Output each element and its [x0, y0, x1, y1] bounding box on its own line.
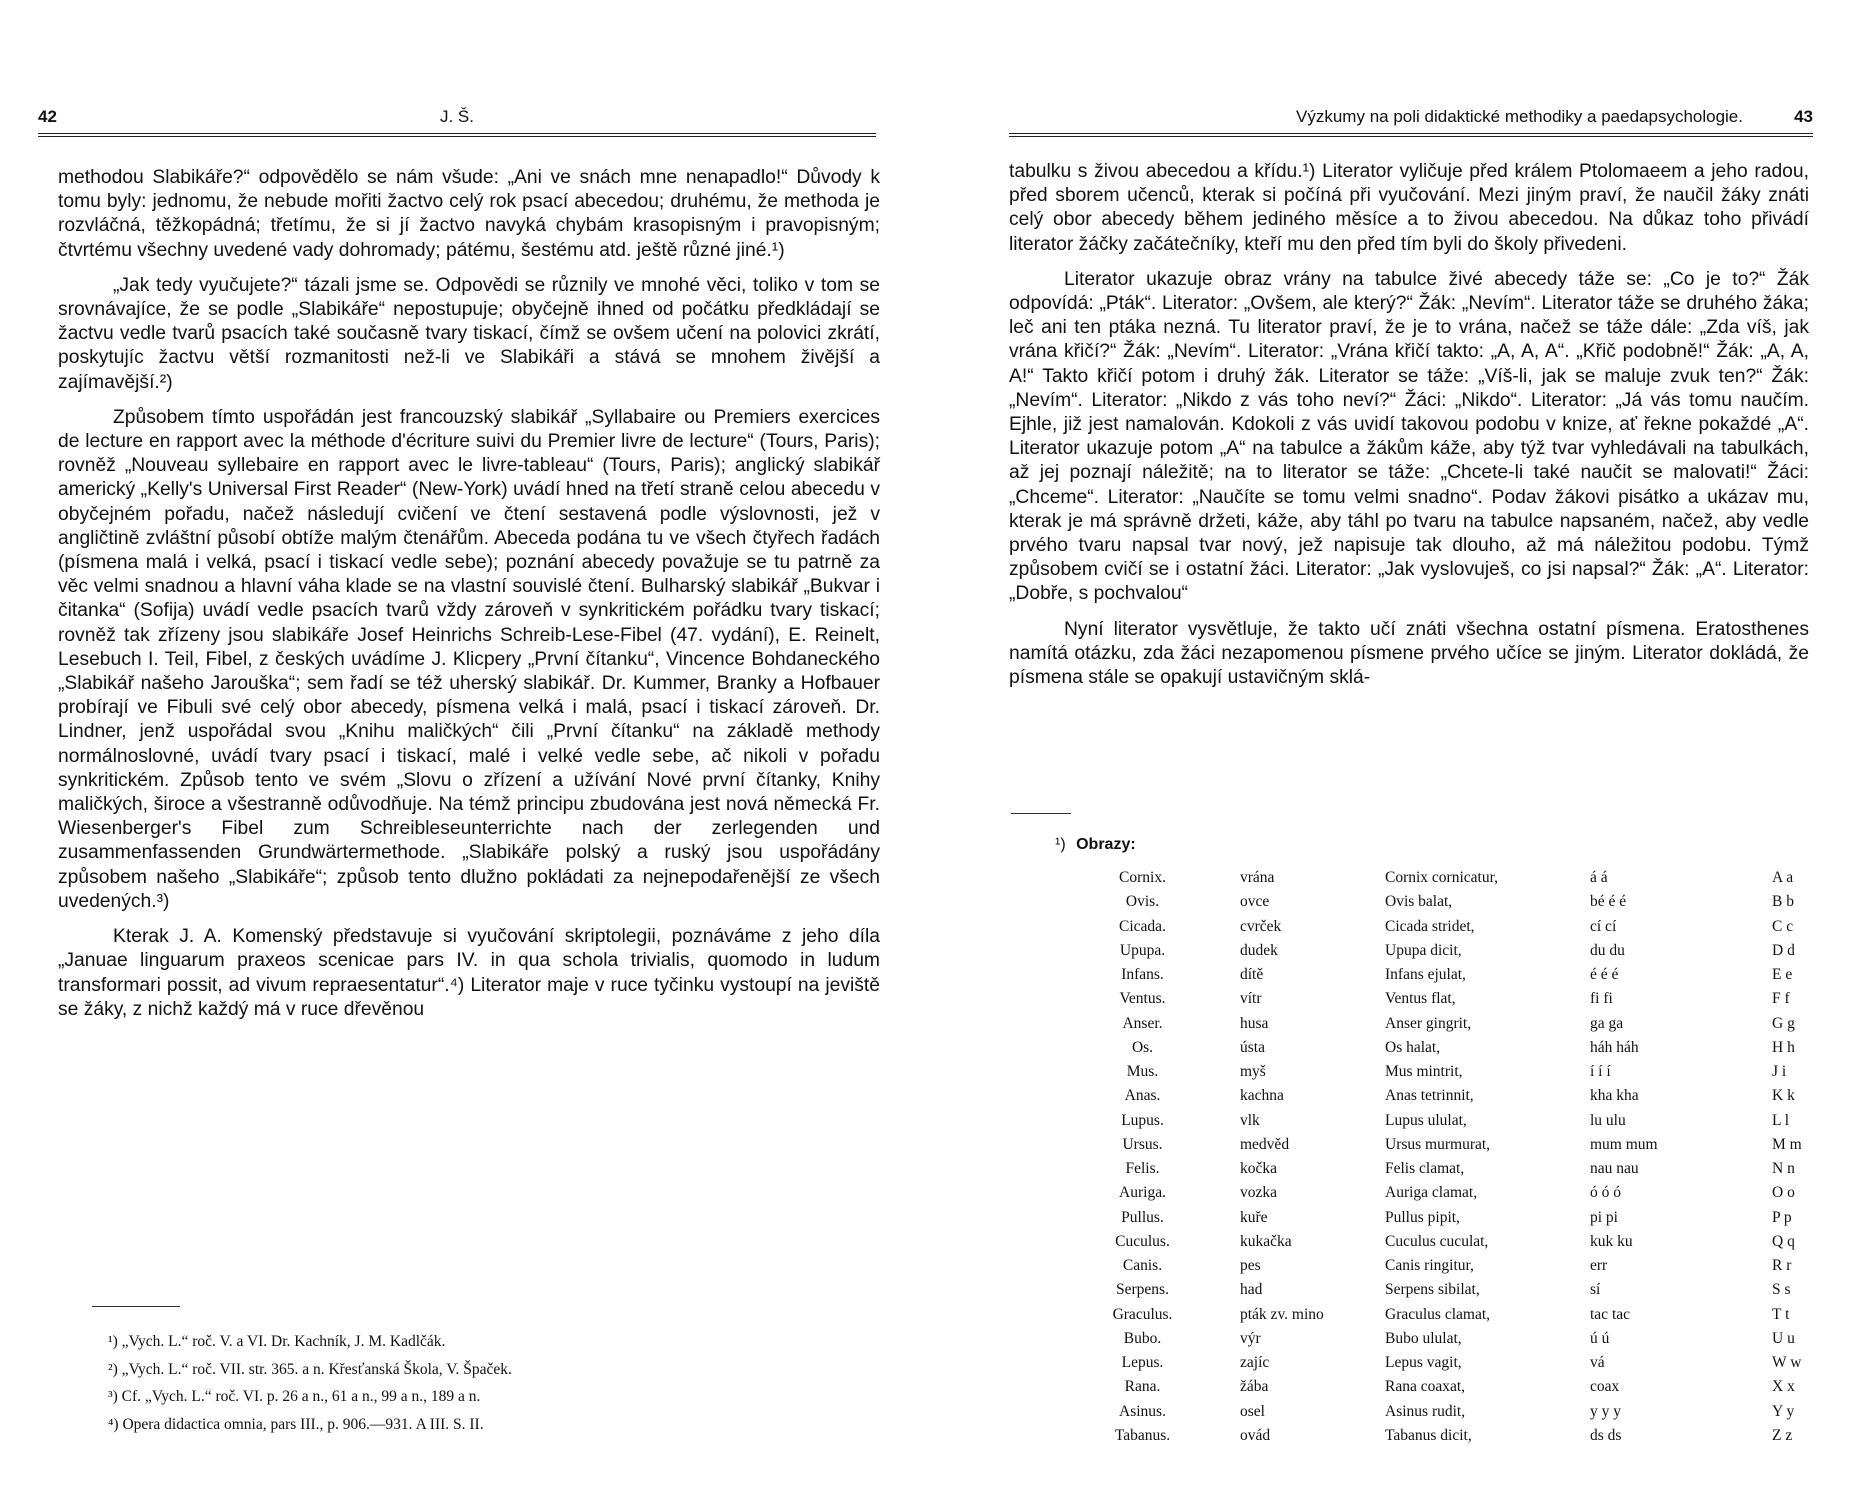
left-page-header: [38, 105, 876, 133]
table-cell-latin-phrase: Cuculus cuculat,: [1385, 1232, 1489, 1250]
table-cell-sound: cí cí: [1590, 917, 1617, 935]
footnotes: [108, 1328, 868, 1438]
table-cell-latin-name: Auriga.: [1119, 1184, 1166, 1202]
paragraph: Literator ukazuje obraz vrány na tabulce živé abecedy táže se: „Co je to?“ Žák odpovídá: „Pták“. Literator: „Ovšem, ale který?“ Žák: „Nevím“. Literator táže se druhého žáka; leč ani ten ptáka nezná. Tu literator praví, že je to vrána, načež se táže dále: „Zda víš, jak vrána křičí?“ Žák: „Nevím“. Literator: „Vrána křičí takto: „A, A, A“. „Křič podobně!“ Žák: „A, A, A!“ Takto křičí potom i druhý žák. Literator se táže: „Víš-li, jak se maluje zvuk ten?“ Žák: „Nevím“. Literator: „Nikdo z vás toho neví?“ Žáci: „Nikdo“. Literator: „Já vás tomu naučím. Ejhle, již jest namalován. Kdokoli z vás uvidí takovou podobu v knize, ať řekne pokaždé „A“. Literator ukazuje potom „A“ na tabulce a žákům káže, aby týž tvar vyhledávali na tabulkách, až jej poznají náležitě; na to literator se táže: „Chcete-li také naučit se malovati!“ Žáci: „Chceme“. Literator: „Naučíte se tomu velmi snadno“. Podav žákovi pisátko a ukázav mu, kterak je má správně držeti, káže, aby táhl po tvaru na tabulce napsaném, načež, aby vedle prvého tvaru napsal tvar nový, jež napisuje tak dlouho, až má náležitou podobu. Týmž způsobem cvičí se i ostatní žáci. Literator: „Jak vyslovuješ, co jsi napsal?“ Žák: „A“. Literator: „Dobře, s pochvalou“: [1009, 268, 1809, 605]
table-cell-latin-name: Infans.: [1121, 966, 1164, 984]
table-cell-latin-phrase: Lupus ululat,: [1385, 1111, 1467, 1129]
table-cell-latin-phrase: Cornix cornicatur,: [1385, 869, 1499, 887]
header-rule: [38, 133, 876, 137]
table-cell-latin-name: Lepus.: [1121, 1354, 1164, 1372]
table-cell-czech-name: kočka: [1240, 1160, 1278, 1178]
page-number: 43: [1794, 107, 1813, 126]
footnote-title: Obrazy:: [1076, 836, 1136, 853]
table-cell-czech-name: ústa: [1240, 1038, 1265, 1056]
table-cell-letter-pair: M m: [1772, 1135, 1802, 1153]
table-cell-letter-pair: H h: [1772, 1038, 1795, 1056]
table-row: [1055, 1157, 1852, 1181]
table-cell-letter-pair: K k: [1772, 1087, 1795, 1105]
table-cell-latin-name: Os.: [1131, 1038, 1154, 1056]
table-cell-latin-phrase: Canis ringitur,: [1385, 1257, 1474, 1275]
table-cell-sound: í í í: [1590, 1063, 1611, 1081]
table-cell-letter-pair: Q q: [1772, 1232, 1795, 1250]
running-head: J. Š.: [439, 107, 474, 126]
table-row: [1055, 866, 1852, 890]
table-cell-czech-name: husa: [1240, 1014, 1269, 1032]
table-cell-letter-pair: J i: [1772, 1063, 1787, 1081]
table-cell-letter-pair: Z z: [1772, 1426, 1793, 1444]
table-cell-czech-name: pes: [1240, 1257, 1261, 1275]
table-row: [1055, 890, 1852, 914]
paragraph: tabulku s živou abecedou a křídu.¹) Literator vyličuje před králem Ptolomaeem a jeho radou, před sborem učenců, kterak si počíná při vyučování. Mezi jiným praví, že naučil žáky znáti celý obor abecedy během jediného měsíce a to živou abecedou. Na důkaz toho přivádí literator žáčky začátečníky, kteří mu den před tím byli do školy přivedeni.: [1009, 161, 1809, 255]
table-cell-latin-phrase: Infans ejulat,: [1385, 966, 1466, 984]
paragraph: Způsobem tímto uspořádán jest francouzský slabikář „Syllabaire ou Premiers exercices de lecture en rapport avec la méthode d'écriture suivi du Premier livre de lecture“ (Tours, Paris); rovněž „Nouveau syllebaire en rapport avec le livre-tableau“ (Tours, Paris); anglický slabikář americký „Kelly's Universal First Reader“ (New-York) uvádí hned na třetí straně celou abecedu v obyčejném pořadu, načež následují cvičení ve čtení sestavená podle výslovnosti, jež v angličtině zvláštní působí obtíže malým čtenářům. Abeceda podána tu ve všech čtyřech řadách (písmena malá i velká, psací i tiskací vedle sebe); poznání abecedy považuje se tu patrně za věc velmi snadnou a hlavní váha klade se na vlastní souvislé čtení. Bulharský slabikář „Bukvar i čitanka“ (Sofija) uvádí vedle psacích tvarů vždy zároveň v synkritickém pořádku tvary tiskací; rovněž tak zřízeny jsou slabikáře Josef Heinrichs Schreib-Lese-Fibel (47. vydání), E. Reinelt, Lesebuch I. Teil, Fibel, z českých uvádíme J. Klicpery „První čítanku“, Vincence Bohdaneckého „Slabikář našeho Jarouška“; sem řadí se též uherský slabikář. Dr. Kummer, Branky a Hofbauer probírají ve Fibuli své celý obor abecedy, písmena velká i malá, psací i tiskací zároveň. Dr. Lindner, jenž uspořádal svou „Knihu maličkých“ čili „První čítanku“ na základě methody normálnoslovné, uvádí tvary psací i tiskací, malé i velké vedle sebe, ač nikoli v pořadu synkritickém. Způsob tento ve svém „Slovu o zřízení a užívání Nové první čítanky, Knihy maličkých, široce a všestranně odůvodňuje. Na témž principu zbudována jest nová německá Fr. Wiesenberger's Fibel zum Schreibleseunterrichte nach der zerlegenden und zusammenfassenden Grundwärtermethode. „Slabikáře polský a ruský jsou uspořádány způsobem našeho „Slabikáře“; způsob tento dlužno pokládati za nejnepodařenější ze všech uvedených.³): [58, 406, 880, 912]
table-row: [1055, 1133, 1852, 1157]
table-row: [1055, 915, 1852, 939]
table-cell-sound: sí: [1590, 1281, 1601, 1299]
table-cell-latin-name: Cicada.: [1119, 917, 1166, 935]
table-cell-letter-pair: W w: [1772, 1354, 1802, 1372]
table-row: [1055, 1424, 1852, 1448]
table-cell-sound: ds ds: [1590, 1426, 1622, 1444]
table-cell-czech-name: myš: [1240, 1063, 1266, 1081]
header-rule: [1009, 133, 1813, 137]
table-cell-sound: háh háh: [1590, 1038, 1639, 1056]
table-cell-sound: á á: [1590, 869, 1608, 887]
paragraph: Kterak J. A. Komenský představuje si vyučování skriptolegii, poznáváme z jeho díla „Januae linguarum praxeos scenicae pars IV. in qua schola trivialis, quomodo in ludum transformari possit, ad vivum repraesentatur“.⁴) Literator maje v ruce tyčinku vystoupí na jeviště se žáky, z nichž každý má v ruce dřevěnou: [58, 926, 880, 1020]
table-cell-czech-name: vrána: [1240, 869, 1275, 887]
table-cell-latin-name: Anas.: [1124, 1087, 1161, 1105]
table-cell-latin-name: Ovis.: [1125, 893, 1160, 911]
table-cell-latin-phrase: Tabanus dicit,: [1385, 1426, 1472, 1444]
table-cell-czech-name: kachna: [1240, 1087, 1284, 1105]
table-cell-czech-name: kukačka: [1240, 1232, 1292, 1250]
table-row: [1055, 1109, 1852, 1133]
table-cell-czech-name: vozka: [1240, 1184, 1278, 1202]
table-cell-letter-pair: E e: [1772, 966, 1793, 984]
table-row: [1055, 1206, 1852, 1230]
table-cell-latin-name: Graculus.: [1112, 1305, 1173, 1323]
table-cell-letter-pair: T t: [1772, 1305, 1790, 1323]
table-cell-letter-pair: F f: [1772, 990, 1790, 1008]
obrazy-table: [1055, 866, 1852, 1448]
table-row: [1055, 1181, 1852, 1205]
table-cell-latin-phrase: Asinus rudit,: [1385, 1402, 1466, 1420]
table-row: [1055, 939, 1852, 963]
table-cell-sound: bé é é: [1590, 893, 1627, 911]
table-cell-letter-pair: N n: [1772, 1160, 1795, 1178]
footnote-heading: [1055, 836, 1136, 854]
table-cell-czech-name: had: [1240, 1281, 1263, 1299]
table-cell-czech-name: vlk: [1240, 1111, 1260, 1129]
table-cell-latin-phrase: Graculus clamat,: [1385, 1305, 1491, 1323]
table-cell-czech-name: osel: [1240, 1402, 1265, 1420]
table-cell-czech-name: cvrček: [1240, 917, 1282, 935]
table-cell-czech-name: zajíc: [1240, 1354, 1270, 1372]
table-cell-sound: ó ó ó: [1590, 1184, 1621, 1202]
table-cell-sound: err: [1590, 1257, 1608, 1275]
paragraph: „Jak tedy vyučujete?“ tázali jsme se. Odpovědi se různily ve mnohé věci, toliko v tom se srovnávajíce, že se podle „Slabikáře“ nepostupuje; obyčejně ihned od počátku předkládají se žactvu vedle tvarů psacích také současně tvary tiskací, čímž se ovšem učení na polovici zkrátí, poskytujíc žactvu větší rozmanitosti než-li ve Slabikáři a stává se mnohem živější a zajímavější.²): [58, 274, 880, 393]
table-cell-sound: ga ga: [1590, 1014, 1624, 1032]
table-cell-letter-pair: D d: [1772, 941, 1795, 959]
footnote-rule: [1011, 813, 1071, 814]
table-cell-latin-phrase: Mus mintrit,: [1385, 1063, 1463, 1081]
table-cell-latin-phrase: Felis clamat,: [1385, 1160, 1465, 1178]
table-cell-latin-name: Lupus.: [1121, 1111, 1164, 1129]
footnote: ³) Cf. „Vych. L.“ roč. VI. p. 26 a n., 61 a n., 99 a n., 189 a n.: [108, 1388, 481, 1405]
table-cell-latin-phrase: Ventus flat,: [1385, 990, 1456, 1008]
table-cell-sound: mum mum: [1590, 1135, 1658, 1153]
table-cell-sound: y y y: [1590, 1402, 1621, 1420]
table-cell-latin-name: Bubo.: [1123, 1329, 1162, 1347]
table-cell-latin-phrase: Anser gingrit,: [1385, 1014, 1472, 1032]
table-cell-sound: tac tac: [1590, 1305, 1631, 1323]
table-cell-letter-pair: B b: [1772, 893, 1794, 911]
table-cell-sound: ú ú: [1590, 1329, 1610, 1347]
table-cell-latin-phrase: Cicada stridet,: [1385, 917, 1475, 935]
table-cell-czech-name: ovce: [1240, 893, 1270, 911]
table-cell-sound: é é é: [1590, 966, 1619, 984]
table-cell-letter-pair: A a: [1772, 869, 1794, 887]
table-cell-latin-phrase: Ursus murmurat,: [1385, 1135, 1491, 1153]
table-cell-letter-pair: U u: [1772, 1329, 1795, 1347]
running-head: Výzkumy na poli didaktické methodiky a paedapsychologie.: [1296, 107, 1743, 126]
table-cell-latin-name: Mus.: [1126, 1063, 1159, 1081]
table-cell-sound: du du: [1590, 941, 1625, 959]
table-cell-latin-phrase: Upupa dicit,: [1385, 941, 1462, 959]
table-row: [1055, 963, 1852, 987]
table-cell-latin-name: Pullus.: [1121, 1208, 1164, 1226]
table-cell-latin-name: Rana.: [1124, 1378, 1161, 1396]
table-cell-czech-name: vítr: [1240, 990, 1262, 1008]
table-cell-letter-pair: R r: [1772, 1257, 1792, 1275]
table-row: [1055, 1327, 1852, 1351]
table-cell-latin-name: Cuculus.: [1115, 1232, 1170, 1250]
table-cell-czech-name: dudek: [1240, 941, 1278, 959]
table-row: [1055, 1254, 1852, 1278]
right-page: [931, 0, 1862, 1500]
table-cell-letter-pair: Y y: [1772, 1402, 1795, 1420]
table-row: [1055, 1084, 1852, 1108]
table-cell-sound: nau nau: [1590, 1160, 1639, 1178]
table-cell-czech-name: pták zv. mino: [1240, 1305, 1324, 1323]
table-row: [1055, 987, 1852, 1011]
table-cell-latin-phrase: Anas tetrinnit,: [1385, 1087, 1474, 1105]
table-row: [1055, 1012, 1852, 1036]
table-cell-latin-name: Felis.: [1125, 1160, 1160, 1178]
table-cell-letter-pair: O o: [1772, 1184, 1795, 1202]
table-row: [1055, 1036, 1852, 1060]
table-cell-latin-name: Tabanus.: [1114, 1426, 1171, 1444]
table-cell-czech-name: dítě: [1240, 966, 1264, 984]
table-cell-latin-name: Upupa.: [1119, 941, 1166, 959]
table-cell-letter-pair: P p: [1772, 1208, 1792, 1226]
table-cell-latin-name: Canis.: [1122, 1257, 1163, 1275]
table-cell-czech-name: medvěd: [1240, 1135, 1290, 1153]
table-cell-latin-phrase: Pullus pipit,: [1385, 1208, 1460, 1226]
table-cell-latin-name: Ursus.: [1122, 1135, 1163, 1153]
table-cell-latin-name: Ventus.: [1119, 990, 1166, 1008]
table-cell-letter-pair: G g: [1772, 1014, 1795, 1032]
table-cell-latin-phrase: Lepus vagit,: [1385, 1354, 1462, 1372]
table-cell-sound: lu ulu: [1590, 1111, 1626, 1129]
table-row: [1055, 1400, 1852, 1424]
table-row: [1055, 1278, 1852, 1302]
table-row: [1055, 1375, 1852, 1399]
footnote: ⁴) Opera didactica omnia, pars III., p. 906.—931. A III. S. II.: [108, 1415, 484, 1433]
table-cell-letter-pair: L l: [1772, 1111, 1790, 1129]
table-cell-sound: vá: [1590, 1354, 1605, 1372]
table-cell-latin-name: Asinus.: [1119, 1402, 1166, 1420]
right-page-header: [1009, 105, 1813, 133]
paragraph: methodou Slabikáře?“ odpovědělo se nám všude: „Ani ve snách mne nenapadlo!“ Důvody k tomu byly: jednomu, že nebude mořiti žactvo celý rok psací abecedou; druhému, že methoda je rozvláčná, těžkopádná; třetímu, že si jí žactvo navyká chybám krasopisným i pravopisným; čtvrtému všechny uvedené vady dohromady; pátému, šestému atd. ještě různé jiné.¹): [58, 167, 880, 261]
footnote-marker: ¹): [1055, 836, 1066, 853]
table-cell-letter-pair: C c: [1772, 917, 1794, 935]
table-row: [1055, 1303, 1852, 1327]
table-row: [1055, 1351, 1852, 1375]
table-cell-latin-phrase: Ovis balat,: [1385, 893, 1453, 911]
right-page-body: [1009, 160, 1809, 701]
table-row: [1055, 1060, 1852, 1084]
table-cell-letter-pair: X x: [1772, 1378, 1795, 1396]
table-cell-latin-phrase: Os halat,: [1385, 1038, 1441, 1056]
table-cell-latin-phrase: Serpens sibilat,: [1385, 1281, 1480, 1299]
table-cell-sound: kha kha: [1590, 1087, 1639, 1105]
page-number: 42: [38, 107, 57, 126]
table-cell-latin-phrase: Auriga clamat,: [1385, 1184, 1478, 1202]
table-cell-latin-phrase: Bubo ululat,: [1385, 1329, 1462, 1347]
table-cell-latin-name: Cornix.: [1119, 869, 1166, 887]
table-row: [1055, 1230, 1852, 1254]
footnote: ¹) „Vych. L.“ roč. V. a VI. Dr. Kachník, J. M. Kadlčák.: [108, 1333, 446, 1350]
footnote-rule: [92, 1306, 180, 1307]
table-cell-czech-name: žába: [1240, 1378, 1269, 1396]
table-cell-sound: pi pi: [1590, 1208, 1618, 1226]
table-cell-latin-name: Anser.: [1122, 1014, 1163, 1032]
table-cell-czech-name: ovád: [1240, 1426, 1271, 1444]
paragraph: Nyní literator vysvětluje, že takto učí znáti všechna ostatní písmena. Eratosthenes namítá otázku, zda žáci nezapomenou písmene prvého učíce se jiným. Literator dokládá, že písmena stále se opakují ustavičným sklá-: [1009, 618, 1809, 689]
table-cell-sound: fi fi: [1590, 990, 1613, 1008]
table-cell-latin-name: Serpens.: [1116, 1281, 1169, 1299]
table-cell-czech-name: výr: [1240, 1329, 1261, 1347]
left-page-body: [58, 166, 880, 1033]
table-cell-czech-name: kuře: [1240, 1208, 1268, 1226]
table-cell-letter-pair: S s: [1772, 1281, 1791, 1299]
table-cell-sound: coax: [1590, 1378, 1620, 1396]
table-cell-latin-phrase: Rana coaxat,: [1385, 1378, 1466, 1396]
table-cell-sound: kuk ku: [1590, 1232, 1633, 1250]
footnote: ²) „Vych. L.“ roč. VII. str. 365. a n. Křesťanská Škola, V. Špaček.: [108, 1360, 512, 1378]
